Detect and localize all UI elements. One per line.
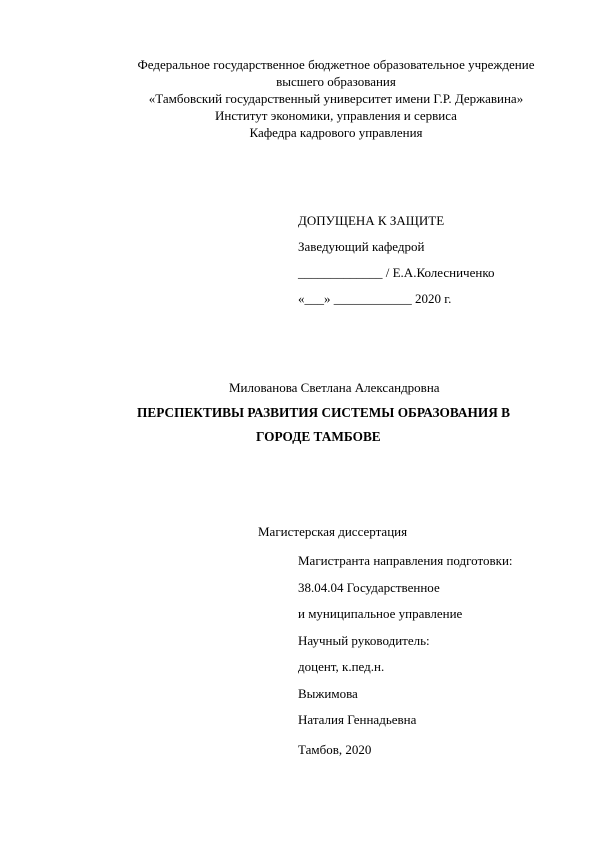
details-line-code: 38.04.04 Государственное [298,579,440,595]
city-year: Тамбов, 2020 [298,742,372,757]
details-line-program: Магистранта направления подготовки: [298,553,513,568]
header-line-education-level: высшего образования [276,74,396,89]
details-line-supervisor-label: Научный руководитель: [298,632,430,648]
details-line-supervisor-name: Наталия Геннадьевна [298,712,417,727]
approval-block [298,208,494,312]
details-line-supervisor-surname: Выжимова [298,685,358,701]
approval-status: ДОПУЩЕНА К ЗАЩИТЕ [298,213,445,228]
approval-position: Заведующий кафедрой [298,239,425,254]
header-line-institute: Институт экономики, управления и сервиса [215,108,457,123]
approval-signature: _____________ / Е.А.Колесниченко [298,265,495,280]
header-line-department: Кафедра кадрового управления [249,125,423,140]
details-line-supervisor-degree: доцент, к.пед.н. [298,659,385,674]
approval-date: «___» ____________ 2020 г. [298,291,452,306]
thesis-title-line-2: ГОРОДЕ ТАМБОВЕ [256,429,381,444]
header-line-university: «Тамбовский государственный университет имени Г.Р. Державина» [148,91,524,106]
details-block [298,548,513,734]
author-name: Милованова Светлана Александровна [229,380,440,395]
thesis-title-line-1: ПЕРСПЕКТИВЫ РАЗВИТИЯ СИСТЕМЫ ОБРАЗОВАНИЯ В [137,405,510,420]
header-line-ministry: Федеральное государственное бюджетное образовательное учреждение [137,57,535,72]
document-type: Магистерская диссертация [258,524,408,539]
details-line-specialty: и муниципальное управление [298,606,463,621]
